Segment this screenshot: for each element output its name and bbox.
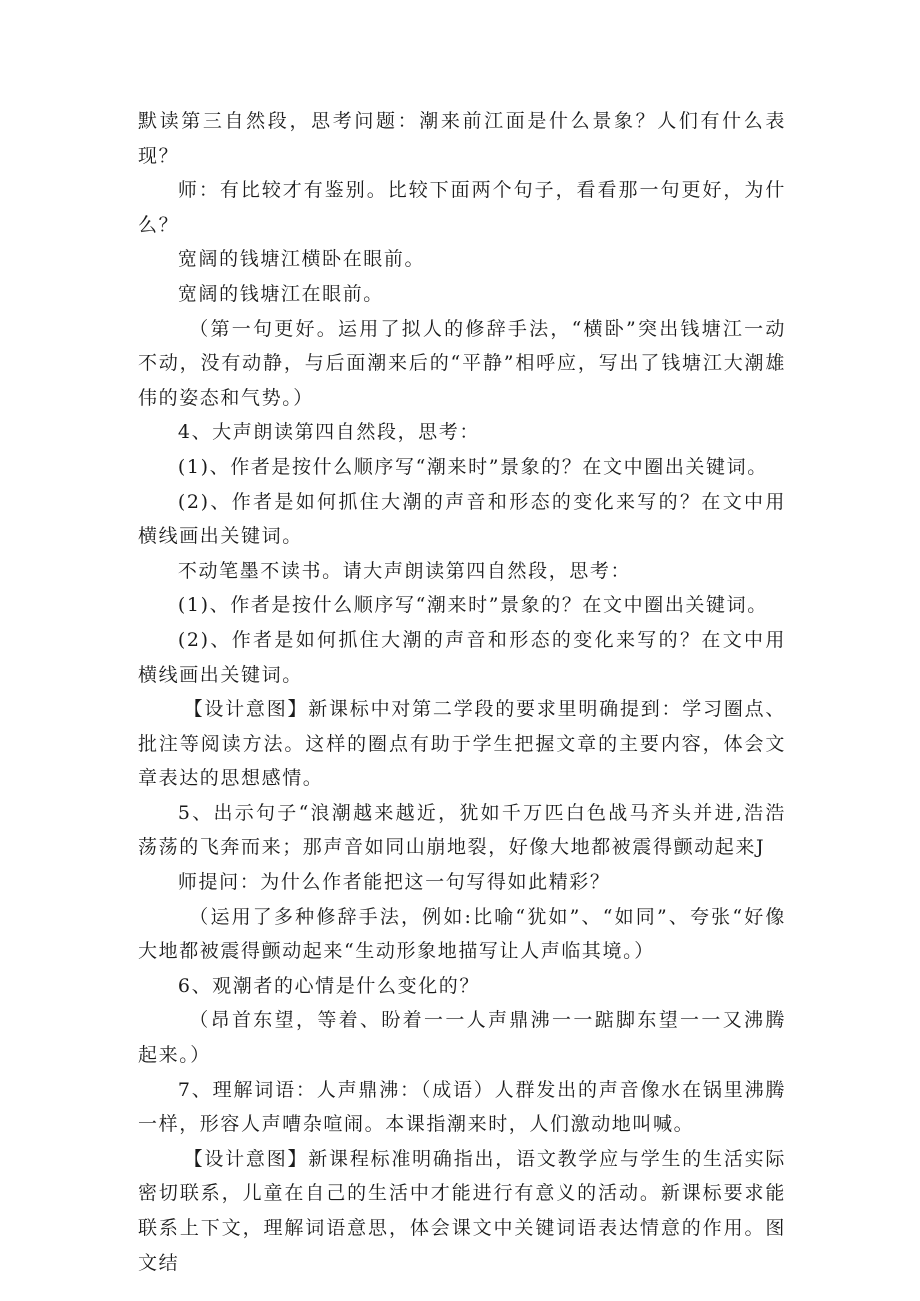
paragraph-question-2: (2)、作者是如何抓住大潮的声音和形态的变化来写的？在文中用横线画出关键词。 [138,490,786,548]
paragraph-sentence-one: 宽阔的钱塘江横卧在眼前。 [177,248,426,271]
paragraph-answer-rhetoric: （运用了多种修辞手法，例如:比喻“犹如”、“如同”、夸张“好像大地都被震得颤动起来“生动形象地描写让人声临其境。） [138,905,786,963]
document-body [138,104,786,1280]
paragraph-answer-first: （第一句更好。运用了拟人的修辞手法，“横卧”突出钱塘江一动不动，没有动静，与后面潮来后的“平静”相呼应，写出了钱塘江大潮雄伟的姿态和气势。） [138,317,786,409]
paragraph-sentence-two: 宽阔的钱塘江在眼前。 [177,282,384,305]
paragraph-question-2-repeat: (2)、作者是如何抓住大潮的声音和形态的变化来写的？在文中用横线画出关键词。 [138,628,786,686]
paragraph-question-1: (1)、作者是按什么顺序写“潮来时”景象的？在文中圈出关键词。 [177,455,768,478]
paragraph-read-aloud: 不动笔墨不读书。请大声朗读第四自然段，思考： [177,559,632,582]
paragraph-item-4: 4、大声朗读第四自然段，思考： [177,421,480,444]
paragraph-item-7: 7、理解词语：人声鼎沸：（成语）人群发出的声音像水在锅里沸腾一样，形容人声嘈杂喧闹。本课指潮来时，人们激动地叫喊。 [138,1078,786,1136]
paragraph-design-intent-1: 【设计意图】新课标中对第二学段的要求里明确提到：学习圈点、批注等阅读方法。这样的圈点有助于学生把握文章的主要内容，体会文章表达的思想感情。 [138,698,786,790]
paragraph-answer-mood: （昂首东望，等着、盼着一一人声鼎沸一一踮脚东望一一又沸腾起来。） [138,1009,786,1067]
paragraph-question-1-repeat: (1)、作者是按什么顺序写“潮来时”景象的？在文中圈出关键词。 [177,594,768,617]
paragraph-design-intent-2: 【设计意图】新课程标准明确指出，语文教学应与学生的生活实际密切联系，儿童在自己的生活中才能进行有意义的活动。新课标要求能联系上下文，理解词语意思，体会课文中关键词语表达情意的作用。图文结 [138,1147,786,1274]
paragraph-teacher-question: 师提问：为什么作者能把这一句写得如此精彩？ [177,871,611,894]
paragraph-teacher-compare: 师：有比较才有鉴别。比较下面两个句子，看看那一句更好，为什么？ [138,179,786,236]
paragraph-item-6: 6、观潮者的心情是什么变化的？ [177,974,480,997]
paragraph-item-5: 5、出示句子“浪潮越来越近，犹如千万匹白色战马齐头并进,浩浩荡荡的飞奔而来；那声音如同山崩地裂，好像大地都被震得颤动起来J [138,801,786,859]
paragraph-silent-reading: 默读第三自然段，思考问题：潮来前江面是什么景象？人们有什么表现？ [138,110,786,167]
